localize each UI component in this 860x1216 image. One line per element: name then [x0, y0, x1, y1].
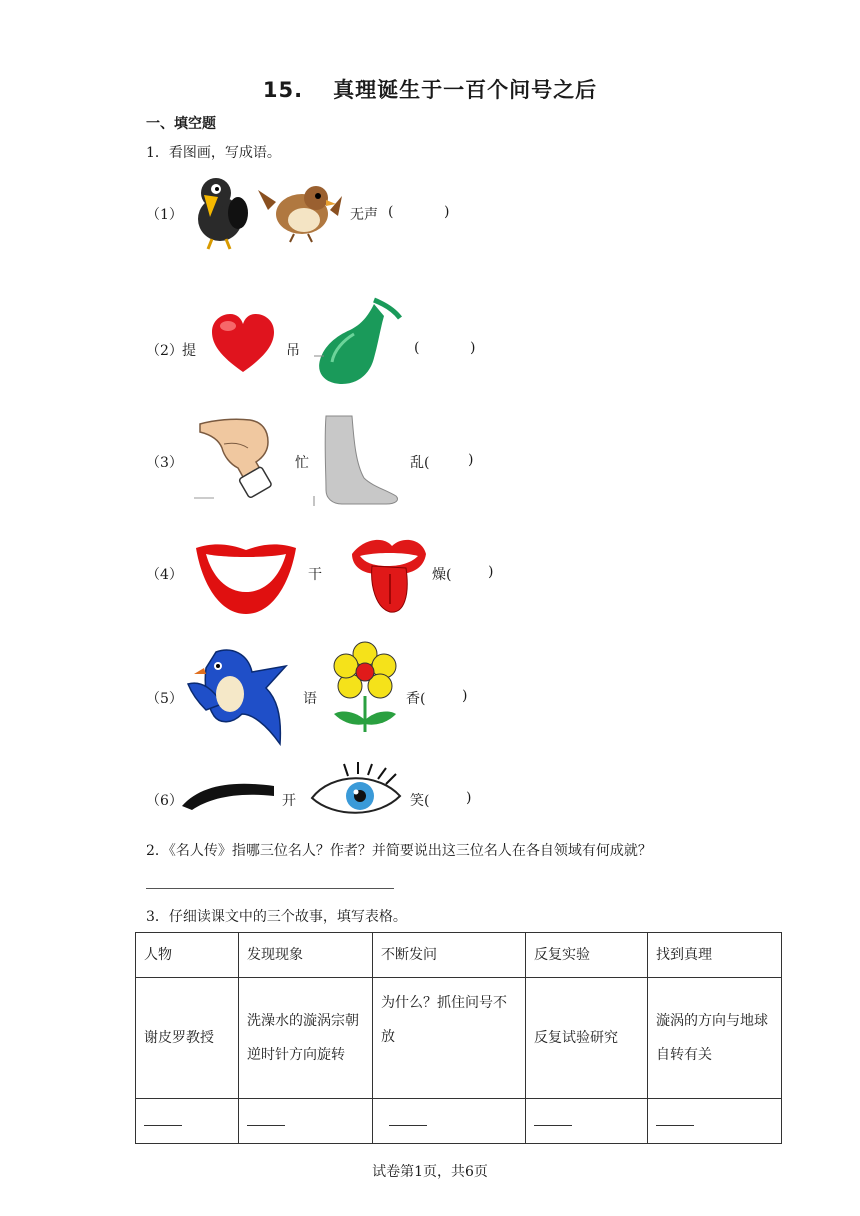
item-3-text-a: 忙: [295, 455, 309, 471]
item-3-text-b: 乱(: [410, 455, 430, 471]
item-1-number: （1）: [146, 207, 183, 223]
item-3-close-paren: ): [468, 452, 474, 468]
tongue-icon: [348, 534, 428, 616]
crow-icon: [186, 173, 250, 251]
gallbladder-icon: [314, 296, 406, 388]
item-6-number: （6）: [146, 793, 183, 809]
table-row: [136, 978, 782, 1099]
blank-cell[interactable]: [526, 1099, 648, 1144]
foot-icon: [312, 412, 402, 506]
table-header-row: [136, 933, 782, 978]
item-1-text-a: 无声: [350, 207, 378, 223]
blank-cell[interactable]: [136, 1099, 239, 1144]
table-cell: 为什么？抓住问号不放: [373, 978, 526, 1099]
table-cell: 洗澡水的漩涡宗朝逆时针方向旋转: [239, 978, 373, 1099]
eye-icon: [308, 762, 402, 820]
item-6-text-b: 笑(: [410, 793, 430, 809]
table-cell: 反复试验研究: [526, 978, 648, 1099]
table-blank-row[interactable]: [136, 1099, 782, 1144]
item-6-close-paren: ): [466, 790, 472, 806]
item-5-number: （5）: [146, 691, 183, 707]
eyebrow-icon: [180, 776, 276, 810]
item-3-number: （3）: [146, 455, 183, 471]
table-header: 反复实验: [526, 933, 648, 978]
table-header: 人物: [136, 933, 239, 978]
table-header: 发现现象: [239, 933, 373, 978]
item-2-number: （2）: [146, 343, 183, 359]
title-text: 真理诞生于一百个问号之后: [333, 78, 598, 102]
item-2-text-a: 提: [182, 343, 196, 359]
heart-icon: [210, 312, 276, 374]
blank-cell[interactable]: [648, 1099, 782, 1144]
item-4-number: （4）: [146, 567, 183, 583]
blank-cell[interactable]: [239, 1099, 373, 1144]
hand-icon: [194, 404, 290, 500]
section-heading: 一、填空题: [146, 116, 216, 132]
lips-icon: [194, 540, 298, 616]
answer-table: [135, 932, 782, 1144]
table-cell: 漩涡的方向与地球自转有关: [648, 978, 782, 1099]
question-2-answer-line[interactable]: [146, 888, 394, 889]
item-2-open-paren: (: [414, 340, 420, 356]
bird-icon: [186, 644, 294, 750]
table-header: 找到真理: [648, 933, 782, 978]
page-title: [0, 74, 860, 104]
flower-icon: [330, 640, 400, 736]
item-1-open-paren: (: [388, 204, 394, 220]
blank-cell[interactable]: [373, 1099, 526, 1144]
table-header: 不断发问: [373, 933, 526, 978]
title-number: 15.: [262, 78, 304, 102]
item-5-text-a: 语: [303, 691, 317, 707]
sparrow-icon: [254, 180, 344, 244]
item-2-close-paren: ): [470, 340, 476, 356]
item-4-text-a: 干: [308, 567, 322, 583]
page-footer: 试卷第1页，共6页: [372, 1164, 488, 1180]
table-cell: 谢皮罗教授: [136, 978, 239, 1099]
item-5-close-paren: ): [462, 688, 468, 704]
item-4-close-paren: ): [488, 564, 494, 580]
item-2-text-b: 吊: [286, 343, 300, 359]
item-1-close-paren: ): [444, 204, 450, 220]
item-6-text-a: 开: [282, 793, 296, 809]
item-4-text-b: 燥(: [432, 567, 452, 583]
question-3-prompt: 3．仔细读课文中的三个故事，填写表格。: [146, 909, 407, 925]
question-2-prompt: 2．《名人传》指哪三位名人？作者？并简要说出这三位名人在各自领域有何成就？: [146, 843, 652, 859]
question-1-prompt: 1．看图画，写成语。: [146, 145, 281, 161]
item-5-text-b: 香(: [406, 691, 426, 707]
